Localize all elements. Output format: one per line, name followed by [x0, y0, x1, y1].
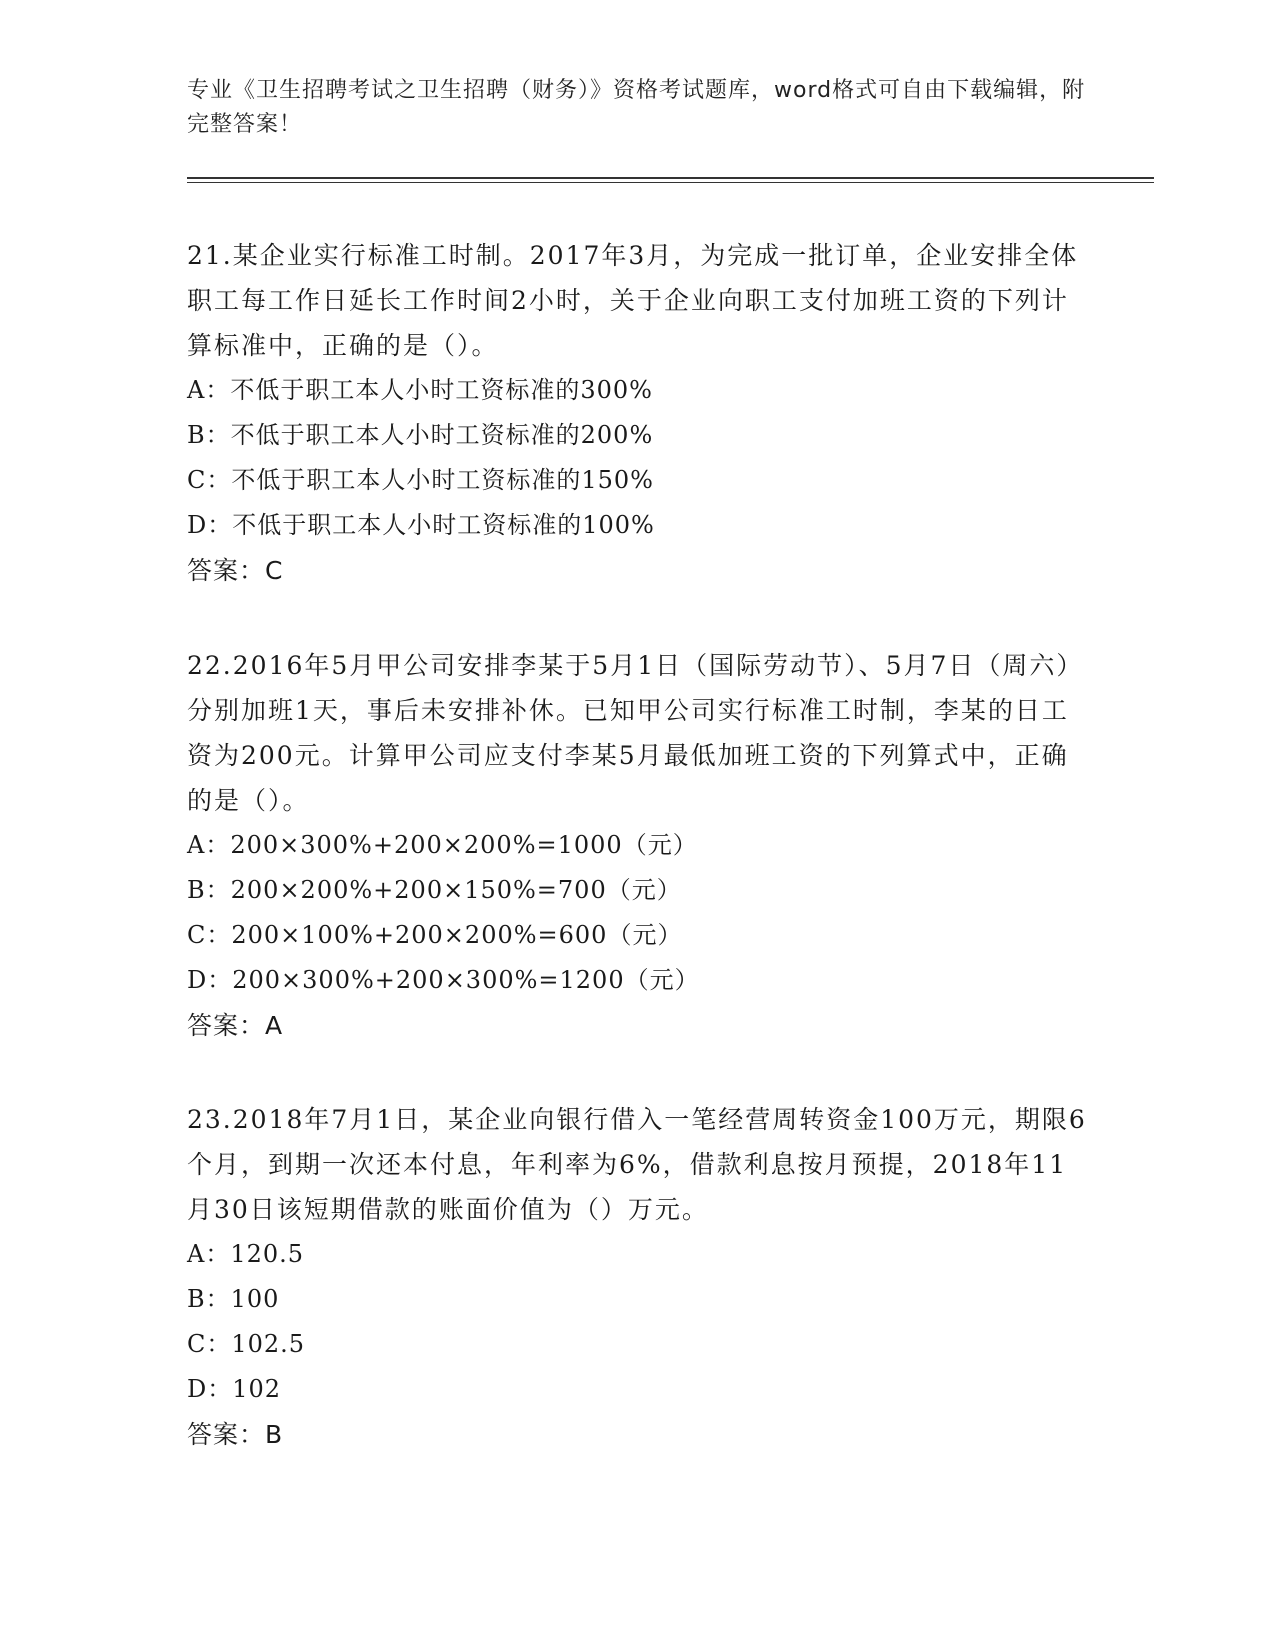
- question-text: 22.2016年5月甲公司安排李某于5月1日（国际劳动节）、5月7日（周六）分别加班1天，事后未安排补休。已知甲公司实行标准工时制，李某的日工资为200元。计算甲公司应支付李某5月最低加班工资的下列算式中，正确的是（）。: [187, 651, 1084, 815]
- option-d: D：200×300%+200×300%=1200（元）: [187, 966, 700, 994]
- option-b: B：不低于职工本人小时工资标准的200%: [187, 421, 654, 449]
- option-a: A：120.5: [187, 1240, 305, 1268]
- option-c: C：200×100%+200×200%=600（元）: [187, 921, 683, 949]
- question-22: [187, 643, 1087, 1048]
- question-text: 21.某企业实行标准工时制。2017年3月，为完成一批订单，企业安排全体职工每工作日延长工作时间2小时，关于企业向职工支付加班工资的下列计算标准中，正确的是（）。: [187, 241, 1079, 360]
- question-23: [187, 1097, 1087, 1457]
- question-21: [187, 233, 1087, 593]
- page-header: 专业《卫生招聘考试之卫生招聘（财务）》资格考试题库，word格式可自由下载编辑，附完整答案！: [187, 78, 1086, 137]
- header-rule-thick: [187, 177, 1154, 179]
- option-d: D：102: [187, 1375, 282, 1403]
- option-a: A：不低于职工本人小时工资标准的300%: [187, 376, 653, 404]
- answer: 答案：B: [187, 1420, 284, 1449]
- answer: 答案：C: [187, 556, 284, 585]
- option-b: B：100: [187, 1285, 280, 1313]
- answer: 答案：A: [187, 1011, 284, 1040]
- option-c: C：不低于职工本人小时工资标准的150%: [187, 466, 654, 494]
- option-a: A：200×300%+200×200%=1000（元）: [187, 831, 698, 859]
- option-c: C：102.5: [187, 1330, 306, 1358]
- header-rule-thin: [187, 182, 1154, 183]
- option-d: D：不低于职工本人小时工资标准的100%: [187, 511, 655, 539]
- question-text: 23.2018年7月1日，某企业向银行借入一笔经营周转资金100万元，期限6个月，到期一次还本付息，年利率为6%，借款利息按月预提，2018年11月30日该短期借款的账面价值为（）万元。: [187, 1105, 1087, 1224]
- option-b: B：200×200%+200×150%=700（元）: [187, 876, 682, 904]
